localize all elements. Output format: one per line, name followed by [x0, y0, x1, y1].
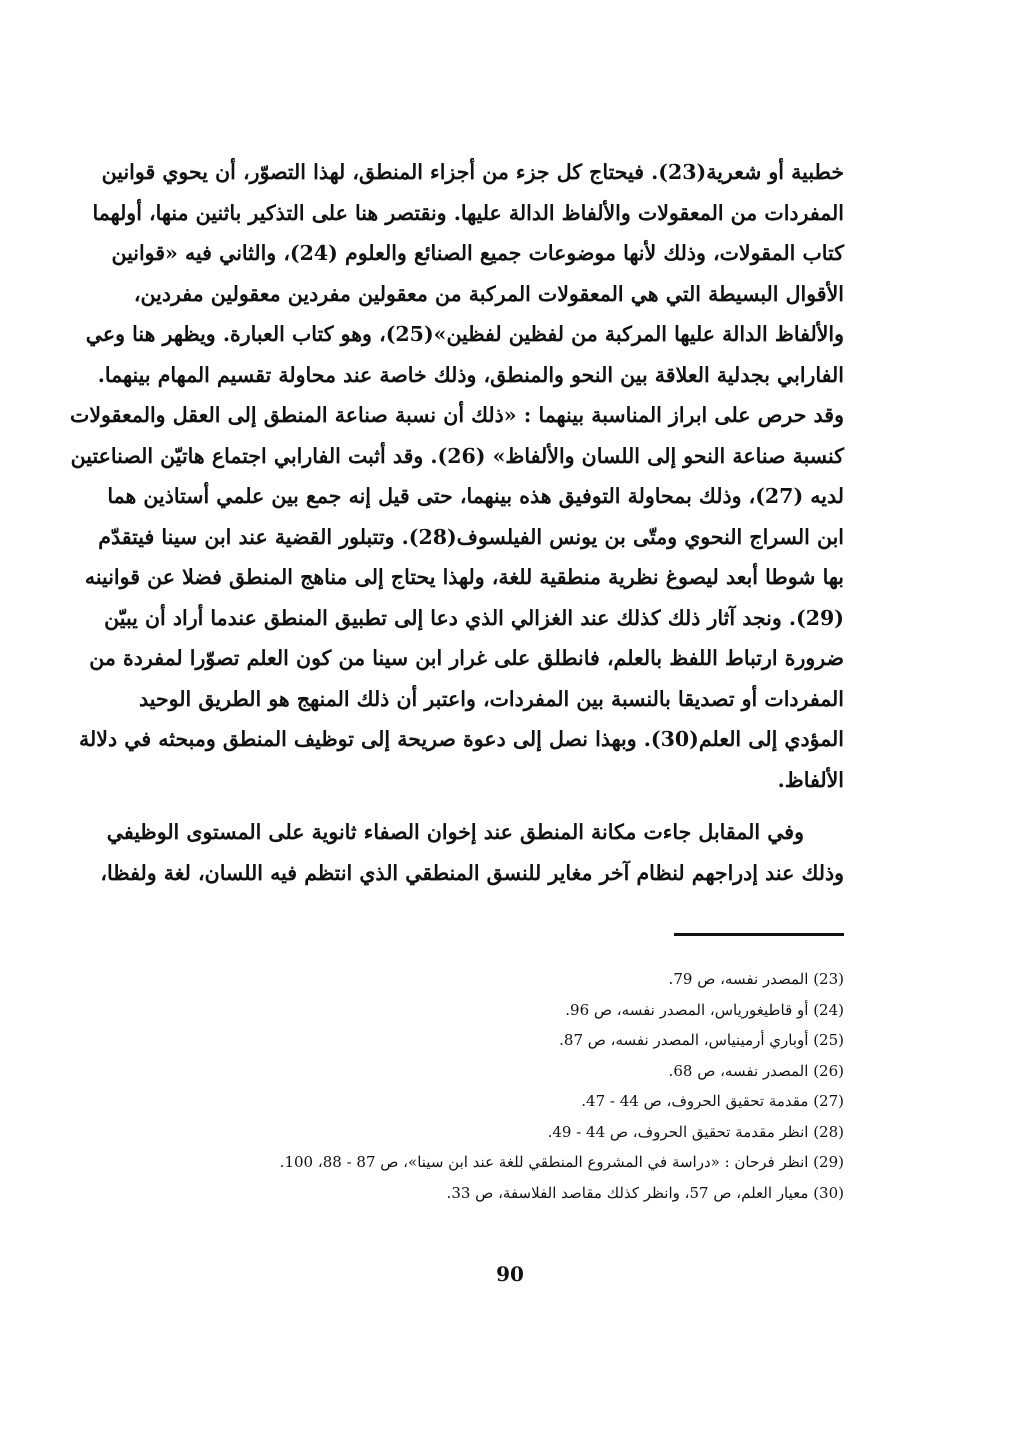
footnote: (25) أوباري أرمينياس، المصدر نفسه، ص 87.	[559, 1031, 844, 1049]
text-line: (29). ونجد آثار ذلك كذلك عند الغزالي الذي دعا إلى تطبيق المنطق عندما أراد أن يبيّن	[104, 605, 844, 630]
text-line: كنسبة صناعة النحو إلى اللسان والألفاظ» (26). وقد أثبت الفارابي اجتماع هاتيّن الصناعتين	[70, 443, 844, 468]
page-number: 90	[496, 1262, 524, 1286]
text-line: المفردات أو تصديقا بالنسبة بين المفردات، واعتبر أن ذلك المنهج هو الطريق الوحيد	[139, 686, 844, 711]
footnotes	[200, 964, 844, 1208]
footnote: (30) معيار العلم، ص 57، وانظر كذلك مقاصد الفلاسفة، ص 33.	[446, 1183, 844, 1202]
footnote: (26) المصدر نفسه، ص 68.	[668, 1061, 844, 1080]
footnote: (24) أو قاطيغورياس، المصدر نفسه، ص 96.	[565, 1000, 844, 1019]
text-line: الفارابي بجدلية العلاقة بين النحو والمنطق، وذلك خاصة عند محاولة تقسيم المهام بينهما.	[97, 362, 844, 387]
text-line: والألفاظ الدالة عليها المركبة من لفظين لفظين»(25)، وهو كتاب العبارة. ويظهر هنا وعي	[85, 322, 844, 346]
text-line: لديه (27)، وذلك بمحاولة التوفيق هذه بينهما، حتى قيل إنه جمع بين علمي أستاذين هما	[107, 484, 844, 508]
footnote: (28) انظر مقدمة تحقيق الحروف، ص 44 - 49.	[547, 1122, 844, 1141]
footnote-separator	[674, 933, 844, 936]
text-line: وذلك عند إدراجهم لنظام آخر مغاير للنسق المنطقي الذي انتظم فيه اللسان، لغة ولفظا،	[100, 860, 844, 885]
footnote: (29) انظر فرحان : «دراسة في المشروع المنطقي للغة عند ابن سينا»، ص 87 - 88، 100.	[279, 1153, 844, 1171]
footnote: (27) مقدمة تحقيق الحروف، ص 44 - 47.	[581, 1092, 844, 1110]
text-line: ضرورة ارتباط اللفظ بالعلم، فانطلق على غرار ابن سينا من كون العلم تصوّرا لمفردة من	[89, 646, 844, 670]
text-line: الألفاظ.	[777, 767, 844, 792]
main-text	[70, 152, 844, 893]
text-line: المفردات من المعقولات والألفاظ الدالة عليها. ونقتصر هنا على التذكير باثنين منها، أولهما	[92, 200, 844, 225]
text-line: الأقوال البسيطة التي هي المعقولات المركبة من معقولين مفردين معقولين مفردين،	[133, 281, 844, 306]
text-line: كتاب المقولات، وذلك لأنها موضوعات جميع الصنائع والعلوم (24)، والثاني فيه «قوانين	[111, 241, 844, 265]
text-line: وفي المقابل جاءت مكانة المنطق عند إخوان الصفاء ثانوية على المستوى الوظيفي	[106, 820, 804, 844]
text-line: خطبية أو شعرية(23). فيحتاج كل جزء من أجزاء المنطق، لهذا التصوّر، أن يحوي قوانين	[101, 160, 844, 184]
text-line: وقد حرص على ابراز المناسبة بينهما : «ذلك أن نسبة صناعة المنطق إلى العقل والمعقولات	[70, 403, 844, 427]
text-line: ابن السراج النحوي ومتّى بن يونس الفيلسوف(28). وتتبلور القضية عند ابن سينا فيتقدّم	[98, 524, 844, 549]
text-line: المؤدي إلى العلم(30). وبهذا نصل إلى دعوة صريحة إلى توظيف المنطق ومبحثه في دلالة	[79, 727, 844, 751]
text-line: بها شوطا أبعد ليصوغ نظرية منطقية للغة، ولهذا يحتاج إلى مناهج المنطق فضلا عن قوانينه	[84, 565, 844, 589]
footnote: (23) المصدر نفسه، ص 79.	[668, 970, 844, 988]
